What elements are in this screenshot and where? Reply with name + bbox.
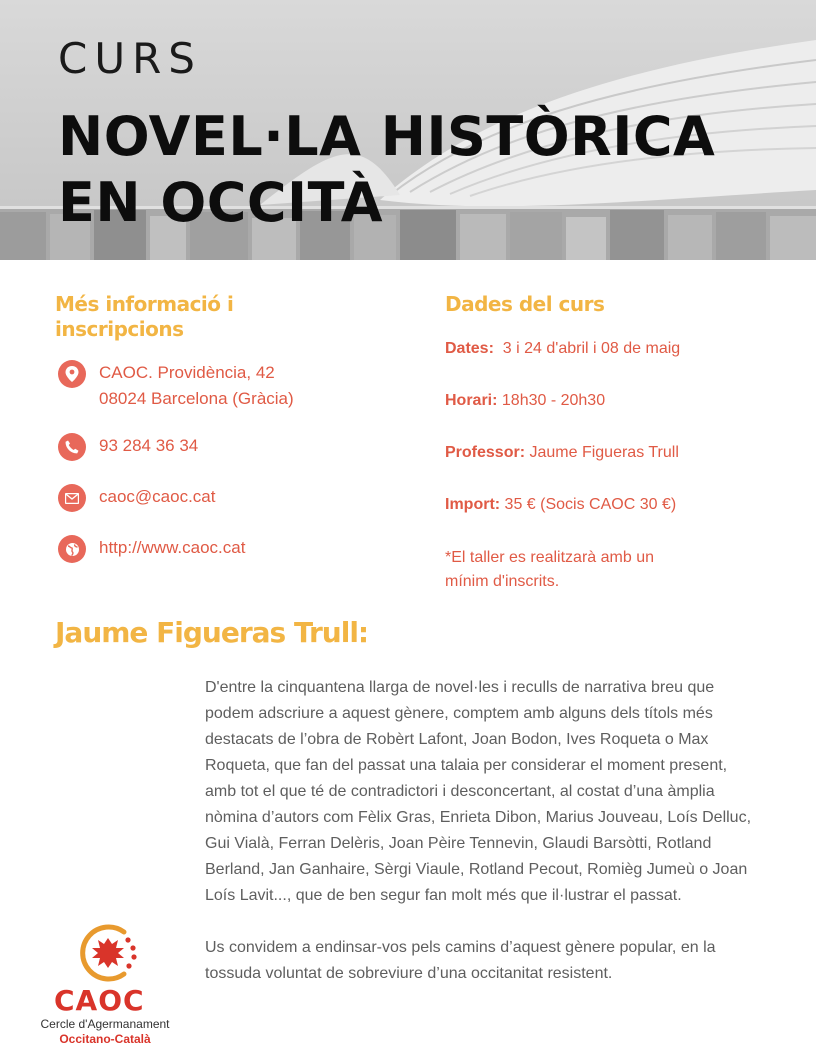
- paragraph-line: Roqueta, que fan del passat una talaia per considerar el moment present,: [205, 757, 728, 774]
- paragraph-line: podem adscriure a aquest gènere, comptem amb alguns dels títols més: [205, 705, 713, 722]
- course-schedule: [445, 389, 605, 413]
- contact-address: [58, 360, 294, 412]
- schedule-label: Horari:: [445, 392, 498, 409]
- price-value: 35 € (Socis CAOC 30 €): [500, 496, 677, 513]
- email-link[interactable]: caoc@caoc.cat: [99, 487, 216, 506]
- contact-phone[interactable]: [58, 433, 198, 461]
- page-title-line-2: EN OCCITÀ: [58, 171, 384, 234]
- globe-icon: [58, 535, 86, 563]
- course-dates: [445, 337, 680, 361]
- logo-subtitle-1: Cercle d'Agermanament: [40, 1017, 170, 1031]
- price-label: Import:: [445, 496, 501, 513]
- header-banner: [0, 0, 816, 260]
- page-title: [58, 104, 715, 236]
- paragraph-line: Gui Vialà, Ferran Delèris, Joan Pèire Tennevin, Glaudi Barsòtti, Rotland: [205, 835, 712, 852]
- page-title-line-1: NOVEL·LA HISTÒRICA: [58, 105, 716, 168]
- logo-wordmark: CAOC: [54, 984, 145, 1017]
- paragraph-line: amb tot el que té de contradictori i desconcertant, al costat d’una àmplia: [205, 783, 715, 800]
- contact-title-line-1: Més informació i: [55, 292, 234, 316]
- teacher-value: Jaume Figueras Trull: [525, 444, 679, 461]
- dates-label: Dates:: [445, 340, 494, 357]
- phone-icon: [58, 433, 86, 461]
- paragraph-line: D'entre la cinquantena llarga de novel·les i reculls de narrativa breu que: [205, 679, 715, 696]
- envelope-icon: [58, 484, 86, 512]
- paragraph-line: Loís Lavit..., que de ben segur fan molt més que il·lustrar el passat.: [205, 887, 682, 904]
- author-heading: Jaume Figueras Trull:: [55, 616, 369, 649]
- paragraph-line: Us convidem a endinsar-vos pels camins d’aquest gènere popular, en la: [205, 939, 716, 956]
- address-line-2: 08024 Barcelona (Gràcia): [99, 389, 294, 408]
- caoc-logo: [30, 922, 180, 1052]
- paragraph-line: destacats de l’obra de Robèrt Lafont, Joan Bodon, Ives Roqueta o Max: [205, 731, 709, 748]
- contact-title-line-2: inscripcions: [55, 317, 184, 341]
- logo-subtitle-2: Occitano-Català: [59, 1032, 151, 1046]
- course-note: [445, 546, 654, 594]
- paragraph-line: nòmina d’autors com Fèlix Gras, Enrieta Dibon, Marius Jouveau, Loís Delluc,: [205, 809, 752, 826]
- course-teacher: [445, 441, 679, 465]
- dates-value: 3 i 24 d'abril i 08 de maig: [493, 340, 681, 357]
- teacher-label: Professor:: [445, 444, 526, 461]
- phone-number[interactable]: 93 284 36 34: [99, 436, 199, 455]
- course-price: [445, 493, 676, 517]
- website-link[interactable]: http://www.caoc.cat: [99, 538, 246, 557]
- address-line-1: CAOC. Providència, 42: [99, 363, 275, 382]
- note-line-1: *El taller es realitzarà amb un: [445, 549, 654, 566]
- location-pin-icon: [58, 360, 86, 388]
- note-line-2: mínim d'inscrits.: [445, 573, 560, 590]
- schedule-value: 18h30 - 20h30: [497, 392, 606, 409]
- author-paragraph-2: [205, 935, 765, 987]
- contact-email[interactable]: [58, 484, 215, 512]
- course-kicker: CURS: [58, 34, 202, 83]
- contact-section-title: [55, 292, 233, 342]
- contact-website[interactable]: [58, 535, 245, 563]
- paragraph-line: Berland, Jan Ganhaire, Sèrgi Viaule, Rotland Pecout, Romièg Jumeù o Joan: [205, 861, 748, 878]
- paragraph-line: tossuda voluntat de sobreviure d’una occitanitat resistent.: [205, 965, 613, 982]
- author-paragraph-1: [205, 675, 765, 909]
- course-section-title: Dades del curs: [445, 292, 605, 316]
- occitan-cross-emblem-icon: [78, 922, 140, 984]
